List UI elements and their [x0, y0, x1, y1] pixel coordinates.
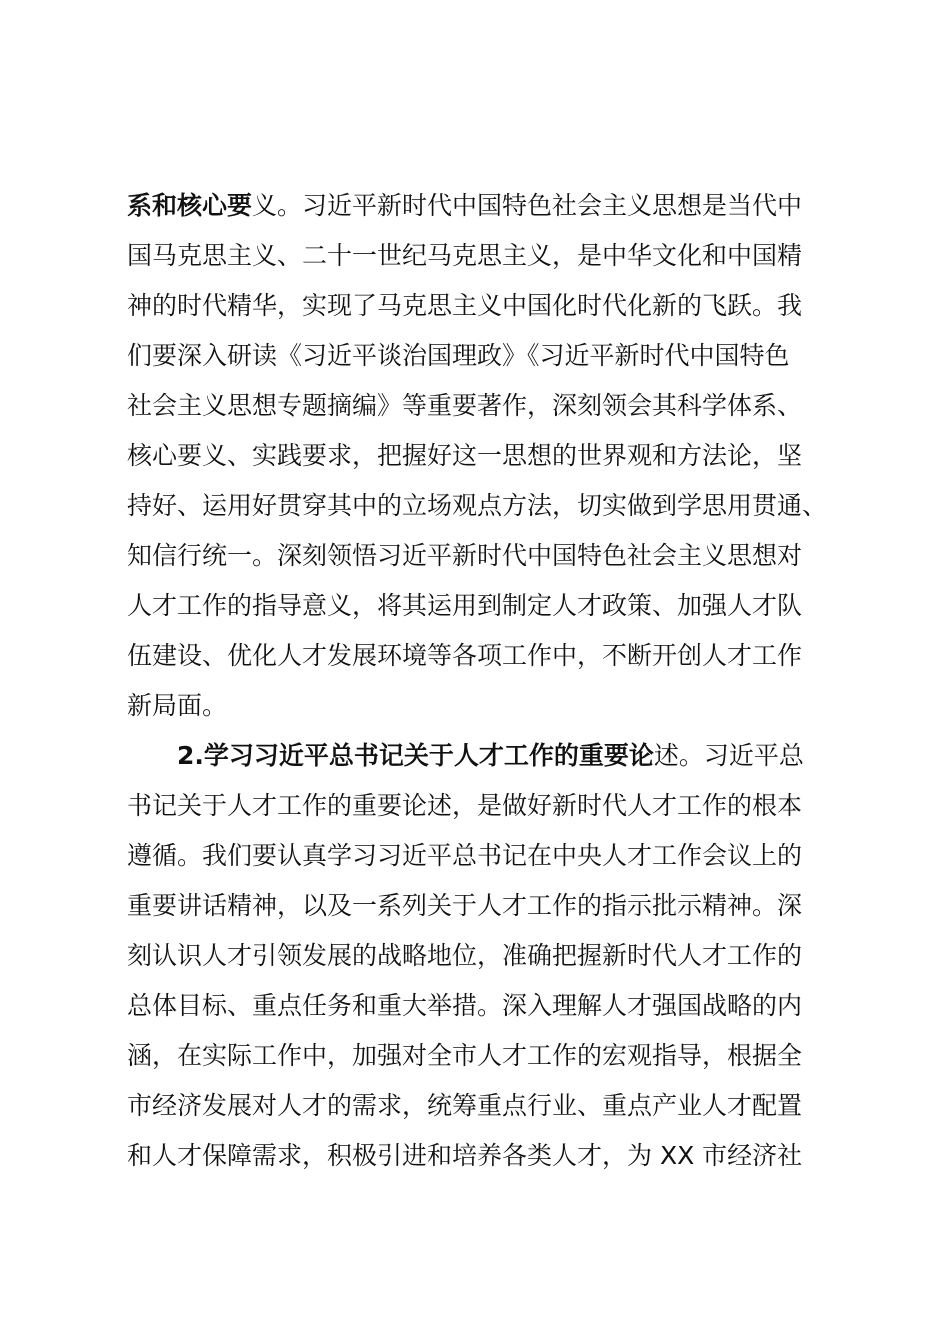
paragraph-line: 涵，在实际工作中，加强对全市人才工作的宏观指导，根据全	[127, 1041, 803, 1070]
paragraph-line: 遵循。我们要认真学习习近平总书记在中央人才工作会议上的	[127, 841, 803, 870]
paragraph-line: 伍建设、优化人才发展环境等各项工作中，不断开创人才工作	[127, 641, 803, 670]
paragraph-line: 刻认识人才引领发展的战略地位，准确把握新时代人才工作的	[127, 941, 803, 970]
paragraph-line: 知信行统一。深刻领悟习近平新时代中国特色社会主义思想对	[127, 541, 803, 570]
paragraph-line: 神的时代精华，实现了马克思主义中国化时代化新的飞跃。我	[127, 291, 803, 320]
paragraph-line: 持好、运用好贯穿其中的立场观点方法，切实做到学思用贯通、	[127, 491, 828, 520]
paragraph-line	[127, 181, 917, 231]
paragraph-line: 市经济发展对人才的需求，统筹重点行业、重点产业人才配置	[127, 1091, 803, 1120]
paragraph-line: 核心要义、实践要求，把握好这一思想的世界观和方法论，坚	[127, 441, 803, 470]
paragraph-line: 们要深入研读《习近平谈治国理政》《习近平新时代中国特色	[127, 341, 790, 370]
paragraph-line: 人才工作的指导意义，将其运用到制定人才政策、加强人才队	[127, 591, 803, 620]
heading-rest-text: 述。习近平总	[653, 741, 804, 770]
paragraph-line: 重要讲话精神，以及一系列关于人才工作的指示批示精神。深	[127, 891, 803, 920]
paragraph-line: 社会主义思想专题摘编》等重要著作，深刻领会其科学体系、	[127, 391, 803, 420]
section-heading	[177, 731, 917, 781]
paragraph-line: 新局面。	[127, 691, 228, 720]
paragraph-line: 和人才保障需求，积极引进和培养各类人才，为 XX 市经济社	[127, 1141, 803, 1170]
paragraph-line: 国马克思主义、二十一世纪马克思主义，是中华文化和中国精	[127, 241, 803, 270]
bold-phrase: 系和核心要	[127, 191, 253, 220]
paragraph-line: 书记关于人才工作的重要论述，是做好新时代人才工作的根本	[127, 791, 803, 820]
line-text: 义。习近平新时代中国特色社会主义思想是当代中	[252, 191, 803, 220]
paragraph-line: 总体目标、重点任务和重大举措。深入理解人才强国战略的内	[127, 991, 803, 1020]
bold-heading: 2.学习习近平总书记关于人才工作的重要论	[177, 741, 654, 770]
